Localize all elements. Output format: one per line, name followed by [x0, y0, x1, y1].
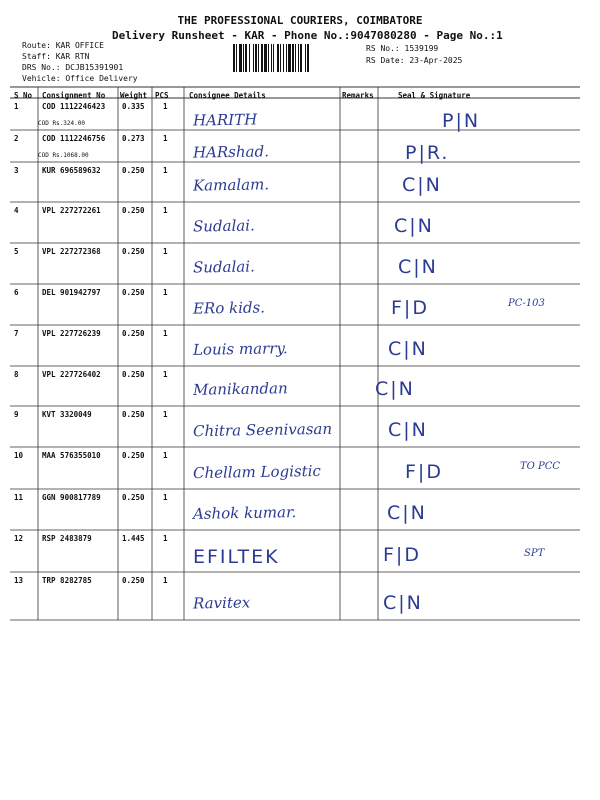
- row-consignment-no: VPL 227272261: [42, 206, 101, 215]
- row-weight: 0.250: [122, 451, 145, 460]
- col-header-consignment: Consignment No: [42, 91, 106, 100]
- row-consignee-handwritten: Chitra Seenivasan: [192, 419, 333, 441]
- row-pcs: 1: [163, 247, 168, 256]
- row-weight: 0.250: [122, 206, 145, 215]
- row-seal-signature: F|D: [383, 544, 421, 566]
- row-sno: 8: [14, 370, 19, 379]
- row-pcs: 1: [163, 410, 168, 419]
- row-handwritten-note: SPT: [524, 548, 545, 559]
- row-consignee-handwritten: Ravitex: [192, 593, 251, 613]
- row-seal-signature: F|D: [405, 461, 443, 483]
- row-sno: 13: [14, 576, 24, 585]
- col-header-consignee: Consignee Details: [189, 91, 266, 100]
- row-consignee-handwritten: Manikandan: [192, 379, 288, 399]
- row-sno: 5: [14, 247, 19, 256]
- row-pcs: 1: [163, 576, 168, 585]
- col-header-seal: Seal & Signature: [398, 91, 471, 100]
- row-seal-signature: P|R.: [405, 142, 450, 164]
- col-header-sno: S No: [14, 91, 33, 100]
- row-consignment-no: COD 1112246423: [42, 102, 106, 111]
- row-consignment-no: MAA 576355010: [42, 451, 101, 460]
- row-seal-signature: C|N: [398, 256, 438, 278]
- drs-number: DRS No.: DCJB15391901: [22, 63, 124, 72]
- row-sno: 1: [14, 102, 19, 111]
- rs-number: RS No.: 1539199: [366, 44, 439, 53]
- row-sno: 11: [14, 493, 24, 502]
- vehicle-label: Vehicle: Office Delivery: [22, 74, 138, 83]
- row-pcs: 1: [163, 370, 168, 379]
- row-sno: 10: [14, 451, 24, 460]
- row-consignee-handwritten: ERo kids.: [192, 298, 266, 318]
- row-weight: 0.250: [122, 329, 145, 338]
- row-consignee-handwritten: HARITH: [192, 110, 258, 130]
- row-seal-signature: F|D: [391, 297, 429, 319]
- row-sno: 6: [14, 288, 19, 297]
- row-pcs: 1: [163, 102, 168, 111]
- runsheet-subtitle: Delivery Runsheet - KAR - Phone No.:9047080280 - Page No.:1: [112, 29, 503, 42]
- row-consignment-no: KVT 3320049: [42, 410, 92, 419]
- row-consignment-no: VPL 227726239: [42, 329, 101, 338]
- row-consignee-handwritten: EFILTEK: [193, 546, 280, 568]
- row-handwritten-note: PC-103: [508, 298, 545, 309]
- row-consignment-no: VPL 227726402: [42, 370, 101, 379]
- row-sno: 7: [14, 329, 19, 338]
- row-consignee-handwritten: Sudalai.: [192, 216, 255, 236]
- row-consignment-no: VPL 227272368: [42, 247, 101, 256]
- row-weight: 0.250: [122, 288, 145, 297]
- row-seal-signature: P|N: [442, 110, 481, 132]
- row-seal-signature: C|N: [383, 592, 423, 614]
- row-pcs: 1: [163, 206, 168, 215]
- row-weight: 0.273: [122, 134, 145, 143]
- row-handwritten-note: TO PCC: [520, 461, 561, 472]
- row-consignment-no: COD 1112246756: [42, 134, 106, 143]
- row-consignee-handwritten: Chellam Logistic: [192, 461, 322, 483]
- route-label: Route: KAR OFFICE: [22, 41, 104, 50]
- row-pcs: 1: [163, 534, 168, 543]
- row-pcs: 1: [163, 493, 168, 502]
- row-sno: 4: [14, 206, 19, 215]
- row-seal-signature: C|N: [388, 338, 428, 360]
- row-weight: 0.250: [122, 410, 145, 419]
- row-consignee-handwritten: Sudalai.: [192, 257, 255, 277]
- row-weight: 0.250: [122, 247, 145, 256]
- col-header-weight: Weight: [120, 91, 148, 100]
- row-consignment-no: TRP 8282785: [42, 576, 92, 585]
- row-weight: 0.250: [122, 576, 145, 585]
- row-seal-signature: C|N: [394, 215, 434, 237]
- row-consignee-handwritten: Louis marry.: [192, 339, 288, 359]
- row-seal-signature: C|N: [375, 378, 415, 400]
- row-consignment-no: KUR 696589632: [42, 166, 101, 175]
- col-header-remarks: Remarks: [342, 91, 374, 100]
- row-sno: 12: [14, 534, 24, 543]
- row-pcs: 1: [163, 451, 168, 460]
- row-seal-signature: C|N: [402, 174, 442, 196]
- row-weight: 0.250: [122, 370, 145, 379]
- staff-label: Staff: KAR RTN: [22, 52, 90, 61]
- rs-date: RS Date: 23-Apr-2025: [366, 56, 463, 65]
- row-pcs: 1: [163, 166, 168, 175]
- row-sno: 9: [14, 410, 19, 419]
- row-consignee-handwritten: HARshad.: [192, 142, 270, 162]
- row-seal-signature: C|N: [388, 419, 428, 441]
- row-consignment-no: GGN 900817789: [42, 493, 101, 502]
- row-sno: 3: [14, 166, 19, 175]
- row-pcs: 1: [163, 329, 168, 338]
- row-pcs: 1: [163, 134, 168, 143]
- row-cod-amount: COD Rs.1068.00: [38, 152, 89, 159]
- company-title: THE PROFESSIONAL COURIERS, COIMBATORE: [177, 14, 423, 27]
- row-weight: 0.250: [122, 166, 145, 175]
- row-weight: 0.250: [122, 493, 145, 502]
- row-consignee-handwritten: Ashok kumar.: [192, 503, 297, 523]
- row-consignment-no: DEL 901942797: [42, 288, 101, 297]
- row-cod-amount: COD Rs.324.00: [38, 120, 85, 127]
- row-weight: 0.335: [122, 102, 145, 111]
- col-header-pcs: PCS: [155, 91, 169, 100]
- row-sno: 2: [14, 134, 19, 143]
- row-seal-signature: C|N: [387, 502, 427, 524]
- row-weight: 1.445: [122, 534, 145, 543]
- row-consignee-handwritten: Kamalam.: [192, 175, 270, 195]
- row-consignment-no: RSP 2483879: [42, 534, 92, 543]
- row-pcs: 1: [163, 288, 168, 297]
